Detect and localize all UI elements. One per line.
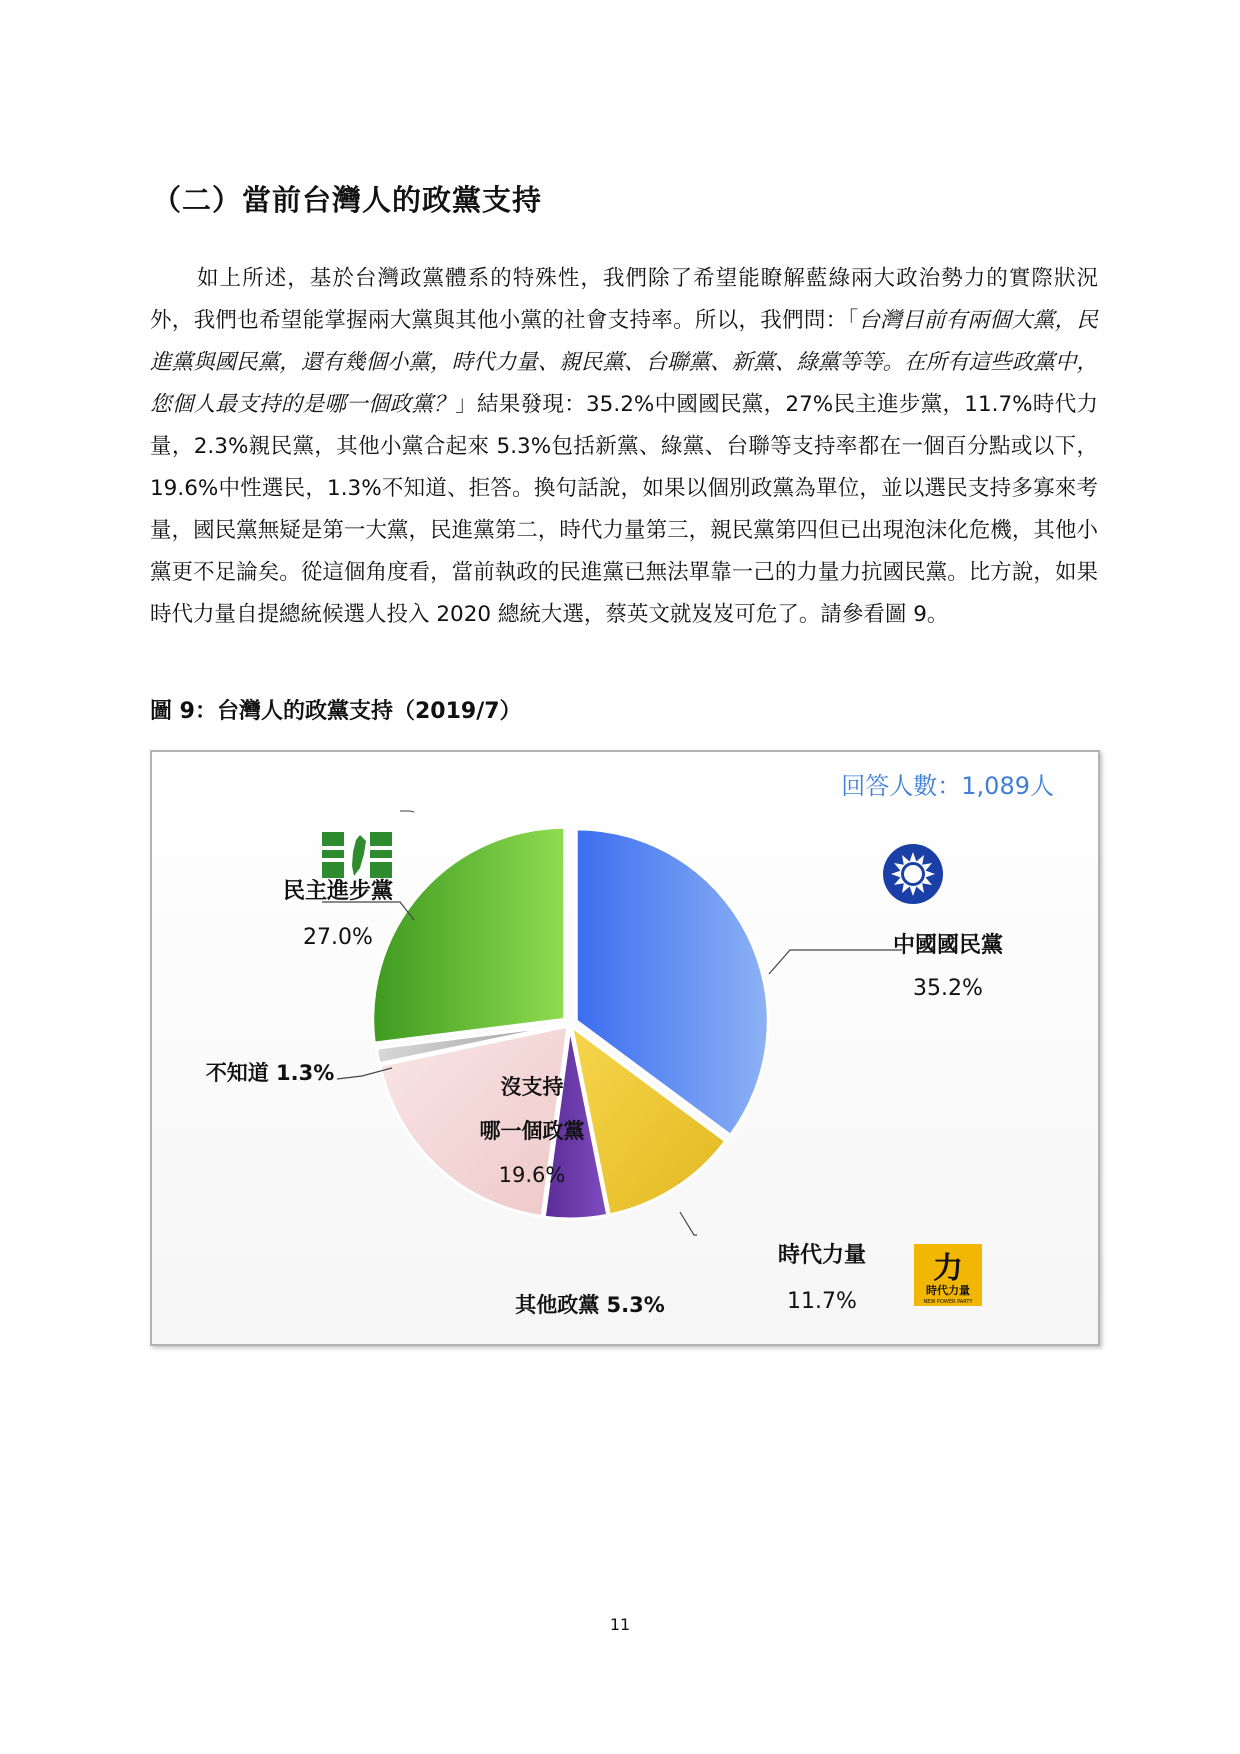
body-paragraph xyxy=(150,258,1098,636)
npp-label: 時代力量 xyxy=(777,1243,867,1268)
none-percent: 19.6% xyxy=(498,1163,566,1187)
kmt-leader-line xyxy=(769,950,902,974)
pie-chart-frame xyxy=(150,750,1100,1346)
dpp-percent: 27.0% xyxy=(303,925,373,950)
dpp-leader-line-2 xyxy=(322,902,414,920)
respondents-count: 回答人數：1,089人 xyxy=(841,772,1054,800)
kmt-label: 中國國民黨 xyxy=(892,933,1004,958)
dpp-label: 民主進步黨 xyxy=(282,879,394,904)
paragraph-results: 」結果發現：35.2%中國國民黨，27%民主進步黨，11.7%時代力量，2.3%親民黨，其他小黨合起來 5.3%包括新黨、綠黨、台聯等支持率都在一個百分點或以下，19.6%中性選民，1.3%不知道、拒答。換句話說，如果以個別政黨為單位，並以選民支持多寡來考量，國民黨無疑是第一大黨，民進黨第二，時代力量第三，親民黨第四但已出現泡沫化危機，其他小黨更不足論矣。從這個角度看，當前執政的民進黨已無法單靠一己的力量力抗國民黨。比方說，如果時代力量自提總統候選人投入 2020 總統大選，蔡英文就岌岌可危了。請參看圖 9。 xyxy=(150,392,1098,627)
kmt-percent: 35.2% xyxy=(913,976,983,1001)
section-heading: （二）當前台灣人的政黨支持 xyxy=(152,183,543,217)
npp-logo-text: 時代力量 xyxy=(926,1284,970,1297)
npp-logo-english: NEW POWER PARTY xyxy=(923,1299,973,1305)
npp-logo-mark: 力 xyxy=(933,1251,963,1286)
paragraph-intro: 如上所述，基於台灣政黨體系的特殊性，我們除了希望能瞭解藍綠兩大政治勢力的實際狀況外，我們也希望能掌握兩大黨與其他小黨的社會支持率。所以，我們問：「 xyxy=(150,266,1098,333)
unknown-label: 不知道 1.3% xyxy=(205,1061,335,1085)
none-label-line1: 沒支持 xyxy=(500,1075,564,1099)
dpp-leader-line xyxy=(400,811,414,812)
npp-leader-line xyxy=(680,1212,697,1235)
other-label: 其他政黨 5.3% xyxy=(515,1293,665,1317)
page-number: 11 xyxy=(609,1615,631,1634)
slice-dpp xyxy=(373,827,565,1043)
npp-percent: 11.7% xyxy=(787,1289,857,1314)
figure-caption: 圖 9：台灣人的政黨支持（2019/7） xyxy=(150,699,522,724)
npp-logo-icon xyxy=(914,1244,982,1306)
survey-question: 台灣目前有兩個大黨，民進黨與國民黨，還有幾個小黨，時代力量、親民黨、台聯黨、新黨、綠黨等等。在所有這些政黨中，您個人最支持的是哪一個政黨？ xyxy=(150,308,1098,417)
kmt-sun-emblem-icon xyxy=(883,844,943,904)
none-label-line2: 哪一個政黨 xyxy=(479,1119,585,1143)
dpp-flag-icon xyxy=(322,832,392,878)
pie-chart xyxy=(152,752,1098,1344)
